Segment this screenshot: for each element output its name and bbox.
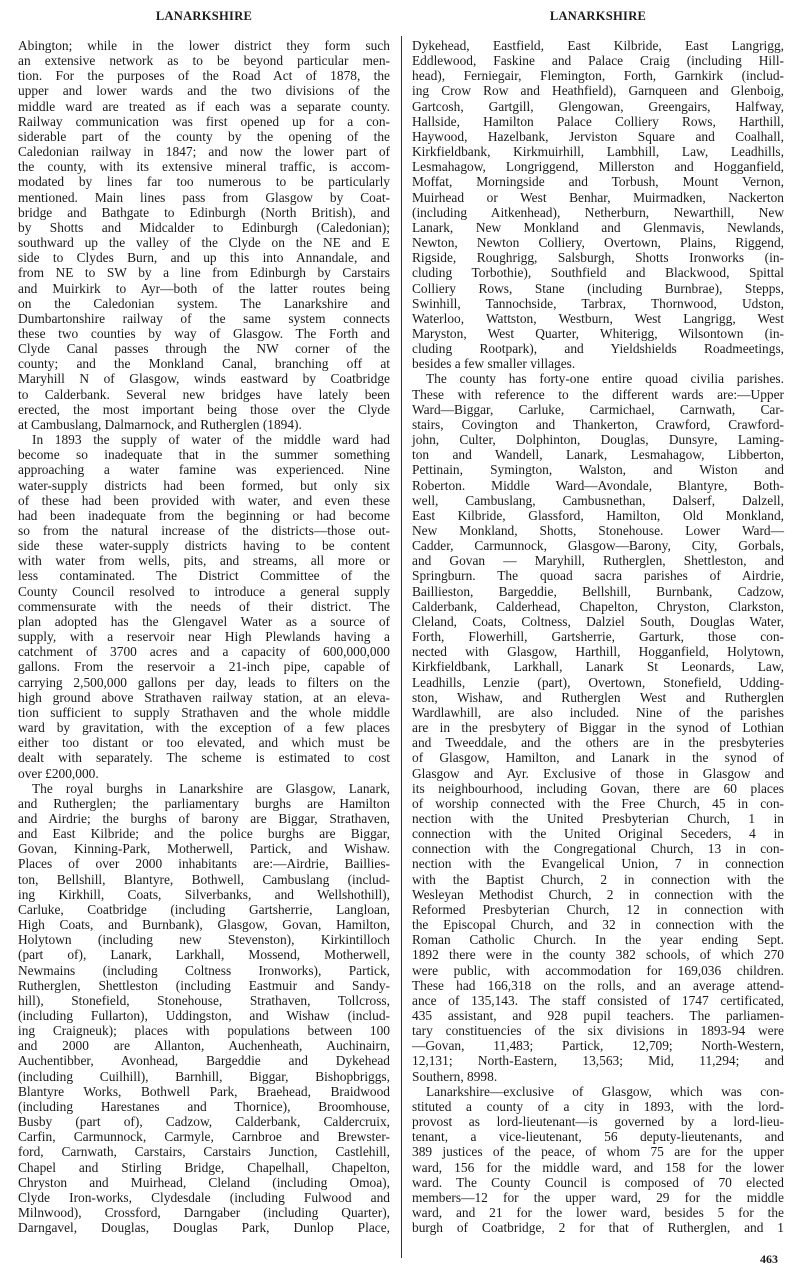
text-line: Govan, Kinning-Park, Motherwell, Partick, and Wishaw. [18, 841, 390, 857]
text-line: members—12 for the upper ward, 29 for the middle [412, 1189, 784, 1205]
text-line: nected with Glasgow, Harthill, Hogganfield, Holytown, [412, 644, 784, 660]
text-line: side to Clydes Burn, and up this into Annandale, and [18, 250, 390, 266]
text-line: Forth, Flowerhill, Gartsherrie, Garturk, those con- [412, 629, 784, 645]
text-line: cluding Rootpark), and Yieldshields Roadmeetings, [412, 341, 784, 357]
text-line: provost as lord-lieutenant—is governed by a lord-lieu- [412, 1114, 784, 1130]
text-column-left [18, 38, 390, 1235]
text-line: and East Kilbride; and the police burghs are Biggar, [18, 826, 390, 842]
text-line: County Council resolved to introduce a general supply [18, 583, 390, 599]
text-line: Muirhead or West Benhar, Muirmadken, Nackerton [412, 189, 784, 205]
text-line: commensurate with the needs of their district. The [18, 598, 390, 614]
text-line: the county, with its extensive mineral traffic, is accom- [18, 159, 390, 175]
paragraph [412, 371, 784, 1083]
page-number: 463 [760, 1252, 778, 1266]
text-line: These had 166,318 on the rolls, and an average attend- [412, 977, 784, 993]
text-line: Kirkfieldbank, Kirkmuirhill, Lambhill, Law, Leadhills, [412, 144, 784, 160]
text-line: Lesmahagow, Longriggend, Millerston and Hogganfield, [412, 159, 784, 175]
text-line: approaching a water famine was experienced. Nine [18, 462, 390, 478]
text-line: mentioned. Main lines pass from Glasgow by Coat- [18, 189, 390, 205]
text-line: tion sufficient to supply Strathaven and the whole middle [18, 704, 390, 720]
text-line: (part of), Lanark, Larkhall, Mossend, Motherwell, [18, 947, 390, 963]
text-line: Southern, 8998. [412, 1068, 498, 1084]
text-line: The county has forty-one entire quoad civilia parishes. [426, 371, 784, 387]
text-line: its neighbourhood, including Govan, there are 60 places [412, 780, 784, 796]
text-line: and Tweeddale, and the others are in the presbyteries [412, 735, 784, 751]
text-line: Maryston, West Quarter, Whiterigg, Wilsontown (in- [412, 325, 784, 341]
text-line: ing Kirkhill, Coats, Silverbanks, and Wellshothill), [18, 886, 390, 902]
paragraph [412, 1084, 784, 1236]
text-line: Darngavel, Douglas, Douglas Park, Dunlop Place, [18, 1220, 390, 1236]
text-line: dealt with separately. The scheme is estimated to cost [18, 750, 390, 766]
text-line: Eddlewood, Faskine and Palace Craig (including Hill- [412, 53, 784, 69]
text-line: from NE to SW by a line from Edinburgh by Carstairs [18, 265, 390, 281]
text-line: East Kilbride, Glassford, Hamilton, Old Monkland, [412, 507, 784, 523]
text-line: to Calderbank. Several new bridges have lately been [18, 386, 390, 402]
text-line: 1892 there were in the county 382 schools, of which 270 [412, 947, 784, 963]
text-line: ance of 135,143. The staff consisted of 1747 certificated, [412, 992, 784, 1008]
text-line: Caledonian railway in 1847; and now the lower part of [18, 144, 390, 160]
text-line: carrying 2,500,000 gallons per day, leads to filters on the [18, 674, 390, 690]
text-line: Busby (part of), Cadzow, Calderbank, Caldercruix, [18, 1114, 390, 1130]
text-line: ward by gravitation, with the exception of a few places [18, 720, 390, 736]
text-line: Calderbank, Calderhead, Chapelton, Chryston, Clarkston, [412, 598, 784, 614]
text-line: Reformed Presbyterian Church, 12 in connection with [412, 901, 784, 917]
text-line: these two counties by way of Glasgow. The Forth and [18, 325, 390, 341]
text-line: plan adopted has the Glengavel Water as a source of [18, 613, 390, 629]
text-line: Ward—Biggar, Carluke, Carmichael, Carnwath, Car- [412, 401, 784, 417]
text-line: Rigside, Roughrigg, Salsburgh, Shotts Ironworks (in- [412, 250, 784, 266]
text-line: Haywood, Hazelbank, Jerviston Square and Coalhall, [412, 128, 784, 144]
text-line: Holytown (including new Stevenston), Kirkintilloch [18, 932, 390, 948]
text-line: and Airdrie; the burghs of barony are Biggar, Strathaven, [18, 810, 390, 826]
text-line: High Coats, and Burnbank), Glasgow, Govan, Hamilton, [18, 917, 390, 933]
text-line: ton and Wandell, Lanark, Lesmahagow, Libberton, [412, 447, 784, 463]
text-line: besides a few smaller villages. [412, 356, 576, 372]
text-column-right [412, 38, 784, 1235]
text-line: Gartcosh, Gartgill, Glengowan, Greengairs, Halfway, [412, 98, 784, 114]
text-line: nection with the United Presbyterian Church, 1 in [412, 810, 784, 826]
text-line: at Cambuslang, Dalmarnock, and Rutherglen (1894). [18, 416, 302, 432]
text-line: Kirkfieldbank, Larkhall, Lanark St Leonards, Law, [412, 659, 784, 675]
text-line: Springburn. The quoad sacra parishes of Airdrie, [412, 568, 784, 584]
running-header-left: LANARKSHIRE [155, 9, 253, 23]
text-line: were public, with accommodation for 169,036 children. [412, 962, 784, 978]
text-line: over £200,000. [18, 765, 99, 781]
text-line: In 1893 the supply of water of the middle ward had [32, 432, 390, 448]
text-line: Pettinain, Symington, Walston, and Wiston and [412, 462, 784, 478]
text-line: (including Cuilhill), Barnhill, Biggar, Bishopbriggs, [18, 1068, 390, 1084]
text-line: (including Aitkenhead), Netherburn, Newarthill, New [412, 204, 784, 220]
text-line: well, Cambuslang, Cambusnethan, Dalserf, Dalzell, [412, 492, 784, 508]
text-line: Lanark, New Monkland and Glenmavis, Newlands, [412, 219, 784, 235]
text-line: and 2000 are Allanton, Auchenheath, Auchinairn, [18, 1038, 390, 1054]
text-line: stituted a county of a city in 1893, with the lord- [412, 1098, 784, 1114]
text-line: of these had been provided with water, and even these [18, 492, 390, 508]
text-line: bridge and Bathgate to Edinburgh (North British), and [18, 204, 390, 220]
text-line: are in the presbytery of Biggar in the synod of Lothian [412, 720, 784, 736]
text-line: burgh of Coatbridge, 2 for that of Rutherglen, and 1 [412, 1220, 784, 1236]
text-line: nection with the Evangelical Union, 7 in connection [412, 856, 784, 872]
text-line: Newmains (including Coltness Ironworks), Partick, [18, 962, 390, 978]
text-line: ward. The County Council is composed of 70 elected [412, 1174, 784, 1190]
text-line: and Muirkirk to Ayr—both of the latter routes being [18, 280, 390, 296]
text-line: southward up the valley of the Clyde on the NE and E [18, 235, 390, 251]
text-line: john, Culter, Dolphinton, Douglas, Dunsyre, Laming- [412, 432, 784, 448]
text-line: by Shotts and Midcalder to Edinburgh (Caledonian); [18, 219, 390, 235]
text-line: ton, Bellshill, Blantyre, Bothwell, Cambuslang (includ- [18, 871, 390, 887]
text-line: Chryston and Muirhead, Cleland (including Omoa), [18, 1174, 390, 1190]
text-line: an extensive network as to be beyond particular men- [18, 53, 390, 69]
text-line: Clyde Iron-works, Clydesdale (including Fulwood and [18, 1189, 390, 1205]
text-line: so from the natural increase of the districts—those out- [18, 523, 390, 538]
text-line: Leadhills, Lenzie (part), Overtown, Stonefield, Udding- [412, 674, 784, 690]
text-line: ing Craigneuk); places with populations between 100 [18, 1023, 390, 1039]
text-line: Colliery Rows, Stane (including Burnbrae), Stepps, [412, 280, 784, 296]
text-line: tary constituencies of the six divisions in 1893-94 were [412, 1023, 784, 1039]
text-line: Dumbartonshire railway of the same system connects [18, 310, 390, 326]
text-line: had been inadequate from the beginning or had become [18, 507, 390, 523]
text-line: siderable part of the county by the opening of the [18, 128, 390, 144]
text-line: 435 assistant, and 928 pupil teachers. The parliamen- [412, 1008, 784, 1023]
text-line: upper and lower wards and the two divisions of the [18, 83, 390, 99]
text-line: supply, with a reservoir near High Plewlands having a [18, 629, 390, 645]
text-line: either too distant or too elevated, and which must be [18, 735, 390, 751]
text-line: Clyde Canal passes through the NW corner of the [18, 341, 390, 357]
text-line: New Monkland, Shotts, Stonehouse. Lower Ward— [412, 523, 784, 538]
text-line: Swinhill, Tannochside, Tarbrax, Thornwood, Udston, [412, 295, 784, 311]
text-line: Hallside, Hamilton Palace Colliery Rows, Harthill, [412, 113, 784, 129]
column-divider [401, 36, 402, 1258]
text-line: erected, the most important being those over the Clyde [18, 401, 390, 417]
text-line: county; and the Monkland Canal, branching off at [18, 356, 390, 372]
text-line: with the Baptist Church, 2 in connection with the [412, 871, 784, 887]
text-line: Roberton. Middle Ward—Avondale, Blantyre, Both- [412, 477, 784, 493]
text-line: The royal burghs in Lanarkshire are Glasgow, Lanark, [32, 780, 390, 796]
paragraph [18, 38, 390, 432]
text-line: the Episcopal Church, and 32 in connection with the [412, 917, 784, 933]
text-line: Carfin, Carmunnock, Carmyle, Carnbroe and Brewster- [18, 1129, 390, 1145]
text-line: Waterloo, Wattston, Westburn, West Langrigg, West [412, 310, 784, 326]
text-line: ford, Carnwath, Carstairs, Carstairs Junction, Castlehill, [18, 1144, 390, 1160]
text-line: Lanarkshire—exclusive of Glasgow, which was con- [426, 1083, 784, 1099]
text-line: connection with the United Original Seceders, 4 in [412, 826, 784, 842]
text-line: Carluke, Coatbridge (including Gartsherrie, Langloan, [18, 901, 390, 917]
text-line: on the Caledonian system. The Lanarkshire and [18, 295, 390, 311]
text-line: (including Harestanes and Thornice), Broomhouse, [18, 1098, 390, 1114]
text-line: middle ward are treated as if each was a separate county. [18, 98, 390, 114]
running-header-right: LANARKSHIRE [549, 9, 647, 23]
text-line: ing Crow Row and Heathfield), Garnqueen and Glenboig, [412, 83, 784, 99]
text-line: ward, and 21 for the lower ward, besides 5 for the [412, 1205, 784, 1221]
text-line: tion. For the purposes of the Road Act of 1878, the [18, 68, 390, 84]
text-line: cluding Torbothie), Southfield and Blackwood, Spittal [412, 265, 784, 281]
text-line: —Govan, 11,483; Partick, 12,709; North-Western, [412, 1038, 784, 1054]
text-line: hill), Stonefield, Stonehouse, Strathaven, Tollcross, [18, 992, 390, 1008]
text-line: less contaminated. The District Committee of the [18, 568, 390, 584]
text-line: with water from wells, pits, and streams, all more or [18, 553, 390, 569]
text-line: Abington; while in the lower district they form such [18, 38, 390, 53]
paragraph [412, 38, 784, 371]
text-line: side these water-supply districts having to be content [18, 538, 390, 554]
text-line: connection with the Congregational Church, 13 in con- [412, 841, 784, 857]
text-line: ward, 156 for the middle ward, and 158 for the lower [412, 1159, 784, 1175]
text-line: modated by lines far too numerous to be particularly [18, 174, 390, 190]
text-line: Wesleyan Methodist Church, 2 in connection with the [412, 886, 784, 902]
text-line: catchment of 3700 acres and a capacity of 600,000,000 [18, 644, 390, 660]
text-line: and Govan — Maryhill, Rutherglen, Shettleston, and [412, 553, 784, 569]
text-line: Glasgow and Ayr. Exclusive of those in Glasgow and [412, 765, 784, 781]
text-line: become so inadequate that in the summer something [18, 447, 390, 463]
text-line: Milnwood), Crossford, Darngaber (including Quarter), [18, 1205, 390, 1221]
text-line: 12,131; North-Eastern, 13,563; Mid, 11,294; and [412, 1053, 784, 1069]
text-line: Maryhill N of Glasgow, winds eastward by Coatbridge [18, 371, 390, 387]
text-line: Cadder, Carmunnock, Glasgow—Barony, City, Gorbals, [412, 538, 784, 554]
text-line: Cleland, Coats, Coltness, Dalziel South, Douglas Water, [412, 613, 784, 629]
text-line: Rutherglen, Shettleston (including Eastmuir and Sandy- [18, 977, 390, 993]
text-line: Wardlawhill, are also included. Nine of the parishes [412, 704, 784, 720]
text-line: of Glasgow, Hamilton, and Lanark in the synod of [412, 750, 784, 766]
text-line: Auchentibber, Avonhead, Bargeddie and Dykehead [18, 1053, 390, 1069]
text-line: These with reference to the different wards are:—Upper [412, 386, 784, 402]
paragraph [18, 432, 390, 781]
text-line: head), Ferniegair, Flemington, Forth, Garnkirk (includ- [412, 68, 784, 84]
text-line: 389 justices of the peace, of whom 75 are for the upper [412, 1144, 784, 1160]
text-line: Railway communication was first opened up for a con- [18, 113, 390, 129]
text-line: Baillieston, Bargeddie, Bellshill, Burnbank, Cadzow, [412, 583, 784, 599]
text-line: (including Fullarton), Uddingston, and Wishaw (includ- [18, 1008, 390, 1023]
text-line: of worship connected with the Free Church, 45 in con- [412, 795, 784, 811]
text-line: gallons. From the reservoir a 21-inch pipe, capable of [18, 659, 390, 675]
text-line: Dykehead, Eastfield, East Kilbride, East Langrigg, [412, 38, 784, 53]
text-line: water-supply districts had been formed, but only six [18, 477, 390, 493]
text-line: ston, Wishaw, and Rutherglen West and Rutherglen [412, 689, 784, 705]
text-line: Roman Catholic Church. In the year ending Sept. [412, 932, 784, 948]
paragraph [18, 781, 390, 1236]
text-line: Blantyre Works, Bothwell Park, Braehead, Braidwood [18, 1083, 390, 1099]
text-line: tenant, a vice-lieutenant, 56 deputy-lieutenants, and [412, 1129, 784, 1145]
text-line: high ground above Strathaven railway station, at an eleva- [18, 689, 390, 705]
text-line: stairs, Covington and Thankerton, Crawford, Crawford- [412, 416, 784, 432]
text-line: Moffat, Morningside and Torbush, Mount Vernon, [412, 174, 784, 190]
text-line: Places of over 2000 inhabitants are:—Airdrie, Baillies- [18, 856, 390, 872]
text-line: Newton, Newton Colliery, Overtown, Plains, Riggend, [412, 235, 784, 251]
text-line: and Rutherglen; the parliamentary burghs are Hamilton [18, 795, 390, 811]
text-line: Chapel and Stirling Bridge, Chapelhall, Chapelton, [18, 1159, 390, 1175]
